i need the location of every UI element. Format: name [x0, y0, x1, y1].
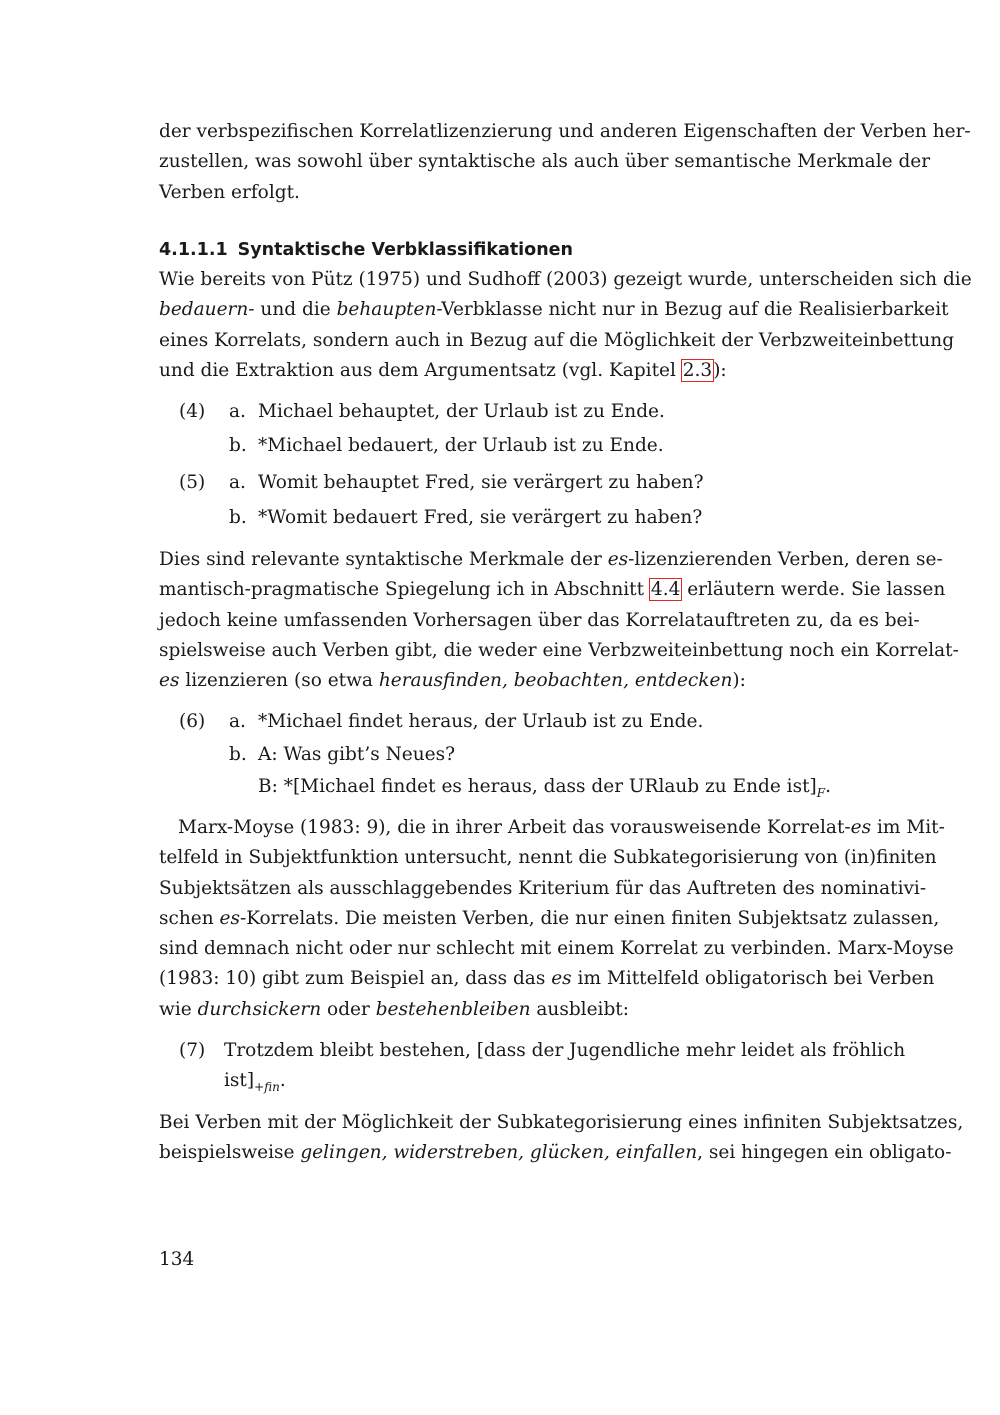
example-number: (7) — [179, 1040, 206, 1061]
section-link-4-4[interactable]: 4.4 — [650, 579, 681, 601]
example-6a — [0, 707, 1000, 737]
chapter-link-2-3[interactable]: 2.3 — [682, 359, 713, 381]
italic-term: es — [219, 907, 240, 929]
text-line: Bei Verben mit der Möglichkeit der Subkategorisierung eines infiniten Subjektsatzes, — [159, 1112, 964, 1133]
italic-term: bedauern- — [159, 299, 255, 321]
italic-term: herausfinden, beobachten, entdecken — [378, 670, 733, 692]
text-line: bedauern- und die behaupten-Verbklasse nicht nur in Bezug auf die Realisierbarkeit — [159, 299, 949, 321]
example-text: B: *[Michael findet es heraus, dass der URlaub zu Ende $ist]_F$. — [258, 776, 831, 800]
paragraph-syntactic-features — [159, 545, 959, 696]
text-line: Trotzdem bleibt bestehen, [dass der Jugendliche mehr leidet als fröhlich — [224, 1040, 906, 1061]
italic-term: durchsickern — [197, 998, 322, 1020]
example-text: *Michael findet heraus, der Urlaub ist zu Ende. — [258, 711, 704, 732]
text-line: jedoch keine umfassenden Vorhersagen über das Korrelatauftreten zu, da es bei- — [159, 609, 920, 631]
example-label: b. — [229, 744, 247, 765]
example-6b-continued — [0, 772, 1000, 802]
example-6b — [0, 740, 1000, 770]
text-line: telfeld in Subjektfunktion untersucht, nennt die Subkategorisierung von (in)finiten — [159, 847, 937, 869]
example-label: b. — [229, 435, 247, 456]
italic-term: behaupten — [336, 299, 437, 321]
example-text: Womit behauptet Fred, sie verärgert zu haben? — [258, 472, 704, 493]
text-line: $ist]_{+fin}$. — [224, 1070, 286, 1095]
example-number: (4) — [179, 401, 206, 422]
text-line: Subjektsätzen als ausschlaggebendes Kriterium für das Auftreten des nominativi- — [159, 877, 927, 899]
example-label: a. — [229, 401, 246, 422]
example-text: A: Was gibt’s Neues? — [258, 744, 455, 765]
example-label: b. — [229, 507, 247, 528]
text-line: es lizenzieren (so etwa herausfinden, beobachten, entdecken): — [159, 670, 746, 692]
text-line: (1983: 10) gibt zum Beispiel an, dass das es im Mittelfeld obligatorisch bei Verben — [159, 968, 935, 990]
example-5b — [0, 503, 1000, 533]
example-4a — [0, 397, 1000, 427]
focus-subscript: F — [816, 786, 826, 800]
example-text — [224, 1036, 906, 1103]
text-line: der verbspezifischen Korrelatlizenzierung und anderen Eigenschaften der Verben her- — [159, 121, 971, 142]
text-line: schen es-Korrelats. Die meisten Verben, die nur einen finiten Subjektsatz zulassen, — [159, 907, 940, 929]
italic-term: bestehenbleiben — [375, 998, 531, 1020]
text-line: Marx-Moyse (1983: 9), die in ihrer Arbeit das vorausweisende Korrelat-es im Mit- — [178, 817, 945, 838]
italic-term: es — [159, 670, 180, 692]
example-5a — [0, 468, 1000, 498]
text-line: eines Korrelats, sondern auch in Bezug auf die Möglichkeit der Verbzweiteinbettung — [159, 329, 955, 351]
text-line: Wie bereits von Pütz (1975) und Sudhoff (2003) gezeigt wurde, unterscheiden sich die — [159, 269, 972, 290]
example-label: a. — [229, 472, 246, 493]
paragraph-infinite-subject — [159, 1108, 964, 1169]
text-line: beispielsweise gelingen, widerstreben, glücken, einfallen, sei hingegen ein obligato- — [159, 1142, 952, 1164]
text-line: zustellen, was sowohl über syntaktische als auch über semantische Merkmale der — [159, 151, 931, 173]
example-number: (6) — [179, 711, 206, 732]
section-title: Syntaktische Verbklassifikationen — [237, 240, 573, 260]
text-line: wie durchsickern oder bestehenbleiben ausbleibt: — [159, 998, 629, 1020]
page-number: 134 — [159, 1249, 195, 1270]
paragraph-verb-classes — [159, 265, 972, 386]
text-line: mantisch-pragmatische Spiegelung ich in Abschnitt 4.4 erläutern werde. Sie lassen — [159, 579, 946, 601]
example-4b — [0, 431, 1000, 461]
text-line: Dies sind relevante syntaktische Merkmale der es-lizenzierenden Verben, deren se- — [159, 549, 943, 570]
paragraph-marx-moyse — [159, 813, 954, 1025]
example-text: *Michael bedauert, der Urlaub ist zu Ende. — [258, 435, 664, 456]
finite-subscript: +fin — [254, 1080, 280, 1095]
italic-term: es — [551, 968, 572, 990]
example-number: (5) — [179, 472, 206, 493]
section-number: 4.1.1.1 — [159, 240, 228, 260]
paragraph-intro — [159, 117, 971, 208]
text-line: sind demnach nicht oder nur schlecht mit einem Korrelat zu verbinden. Marx-Moyse — [159, 938, 954, 960]
example-text: *Womit bedauert Fred, sie verärgert zu haben? — [258, 507, 703, 528]
text-line: und die Extraktion aus dem Argumentsatz (vgl. Kapitel 2.3): — [159, 359, 727, 381]
text-line: spielsweise auch Verben gibt, die weder eine Verbzweiteinbettung noch ein Korrelat- — [159, 639, 959, 661]
section-heading — [159, 236, 573, 264]
italic-term: es — [607, 549, 629, 570]
example-text: Michael behauptet, der Urlaub ist zu Ende. — [258, 401, 665, 422]
italic-term: es — [850, 817, 872, 838]
text-line: Verben erfolgt. — [159, 181, 300, 203]
example-label: a. — [229, 711, 246, 732]
italic-term: gelingen, widerstreben, glücken, einfallen — [300, 1142, 698, 1164]
